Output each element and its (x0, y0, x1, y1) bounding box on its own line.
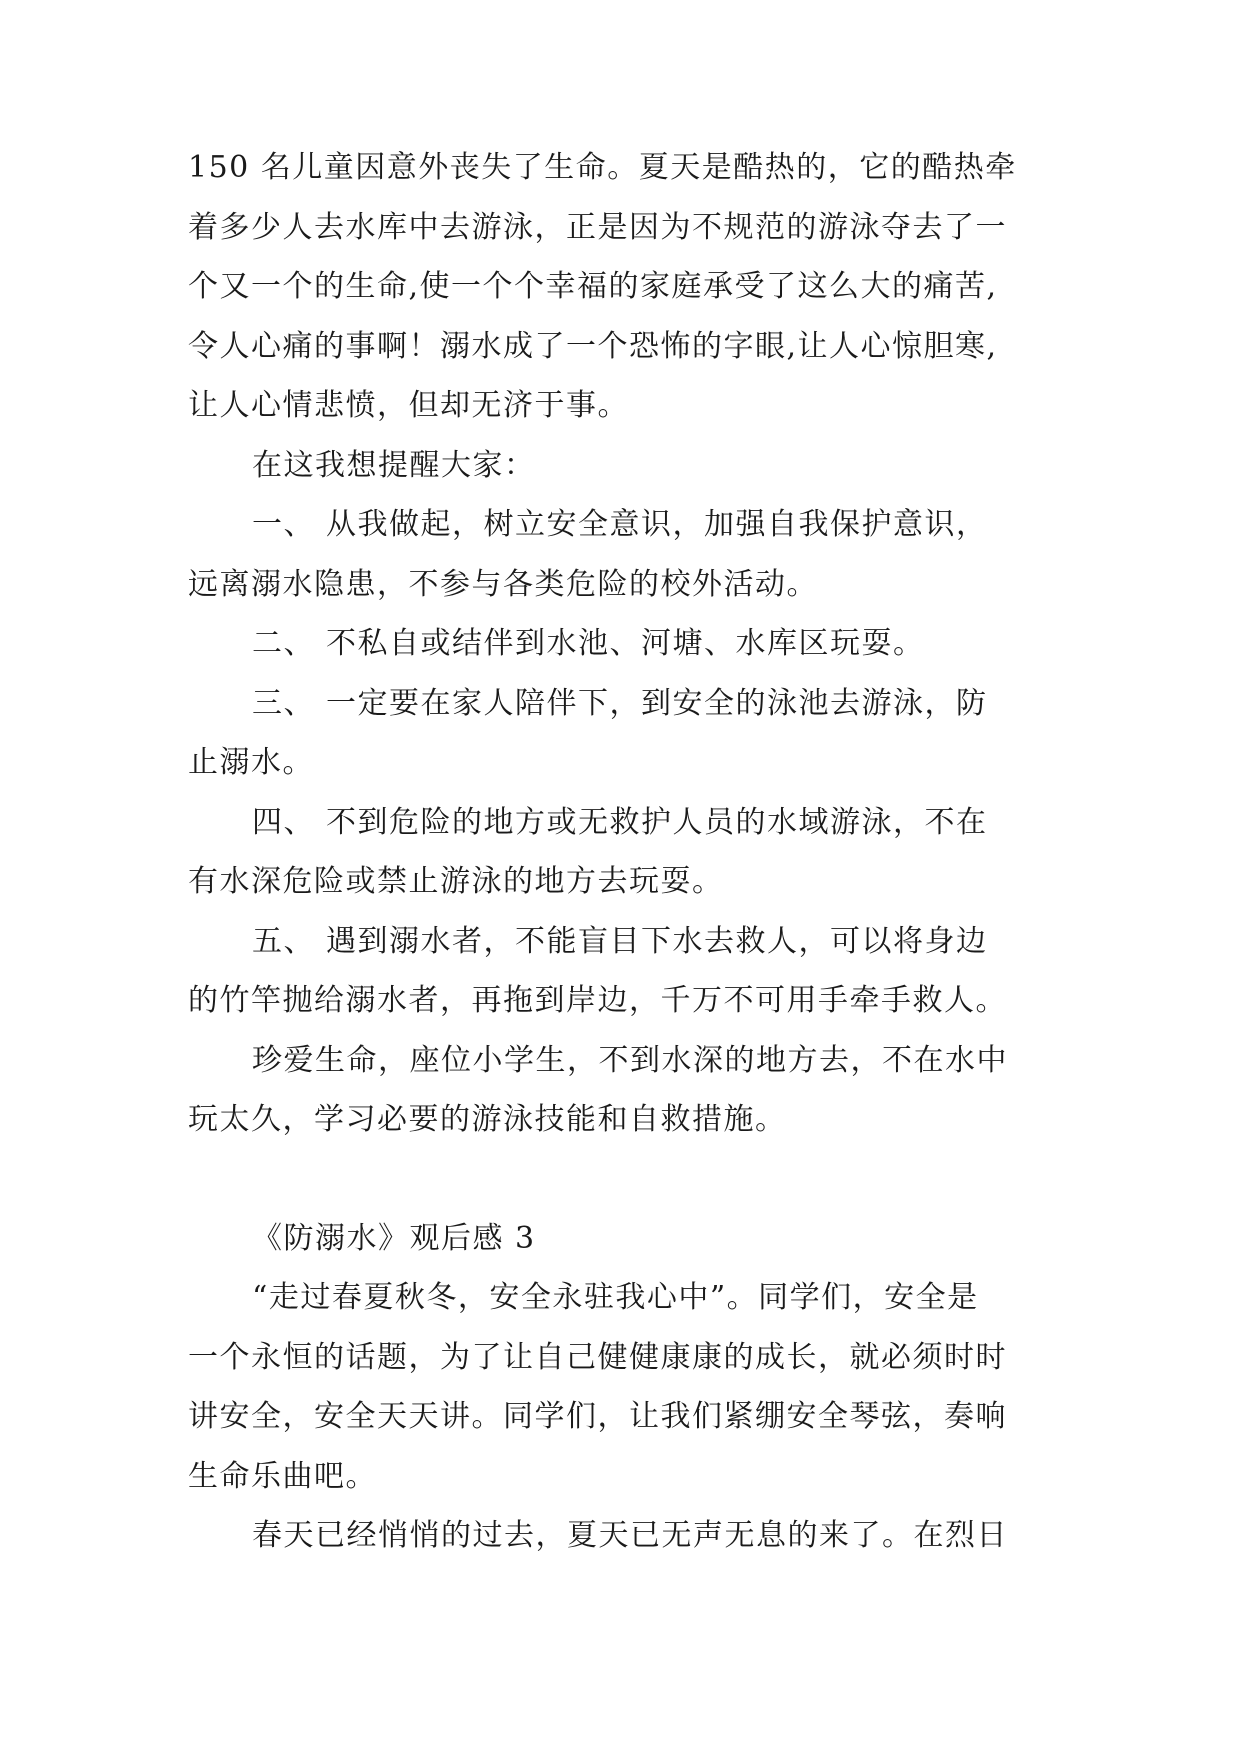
section-title: 《防溺水》观后感 3 (252, 1221, 536, 1256)
paragraph-line: 在这我想提醒大家： (252, 448, 536, 483)
paragraph-line: 令人心痛的事啊！溺水成了一个恐怖的字眼,让人心惊胆寒, (188, 329, 998, 364)
list-item-5: 五、 遇到溺水者，不能盲目下水去救人，可以将身边 (252, 924, 988, 959)
list-item-2: 二、 不私自或结伴到水池、河塘、水库区玩耍。 (252, 626, 925, 661)
paragraph-line: 玩太久，学习必要的游泳技能和自救措施。 (188, 1102, 787, 1137)
paragraph-line: 的竹竿抛给溺水者，再拖到岸边，千万不可用手牵手救人。 (188, 983, 1007, 1018)
paragraph-line: 远离溺水隐患，不参与各类危险的校外活动。 (188, 567, 818, 602)
paragraph-line: 让人心情悲愤，但却无济于事。 (188, 388, 629, 423)
paragraph-line: 150 名儿童因意外丧失了生命。夏天是酷热的，它的酷热牵 (188, 150, 1017, 185)
list-item-1: 一、 从我做起，树立安全意识，加强自我保护意识， (252, 507, 988, 542)
list-item-3: 三、 一定要在家人陪伴下，到安全的泳池去游泳，防 (252, 686, 988, 721)
paragraph-line: 个又一个的生命,使一个个幸福的家庭承受了这么大的痛苦, (188, 269, 998, 304)
paragraph-line: 春天已经悄悄的过去，夏天已无声无息的来了。在烈日 (252, 1518, 1008, 1553)
paragraph-line: 一个永恒的话题，为了让自己健健康康的成长，就必须时时 (188, 1340, 1007, 1375)
paragraph-line: 有水深危险或禁止游泳的地方去玩耍。 (188, 864, 724, 899)
paragraph-line: 珍爱生命，座位小学生，不到水深的地方去，不在水中 (252, 1043, 1008, 1078)
paragraph-line: 讲安全，安全天天讲。同学们，让我们紧绷安全琴弦，奏响 (188, 1399, 1007, 1434)
list-item-4: 四、 不到危险的地方或无救护人员的水域游泳，不在 (252, 805, 988, 840)
paragraph-line: 止溺水。 (188, 745, 314, 780)
paragraph-line: 着多少人去水库中去游泳，正是因为不规范的游泳夺去了一 (188, 210, 1007, 245)
paragraph-line: 生命乐曲吧。 (188, 1459, 377, 1494)
paragraph-line: “走过春夏秋冬，安全永驻我心中”。同学们，安全是 (252, 1280, 979, 1315)
